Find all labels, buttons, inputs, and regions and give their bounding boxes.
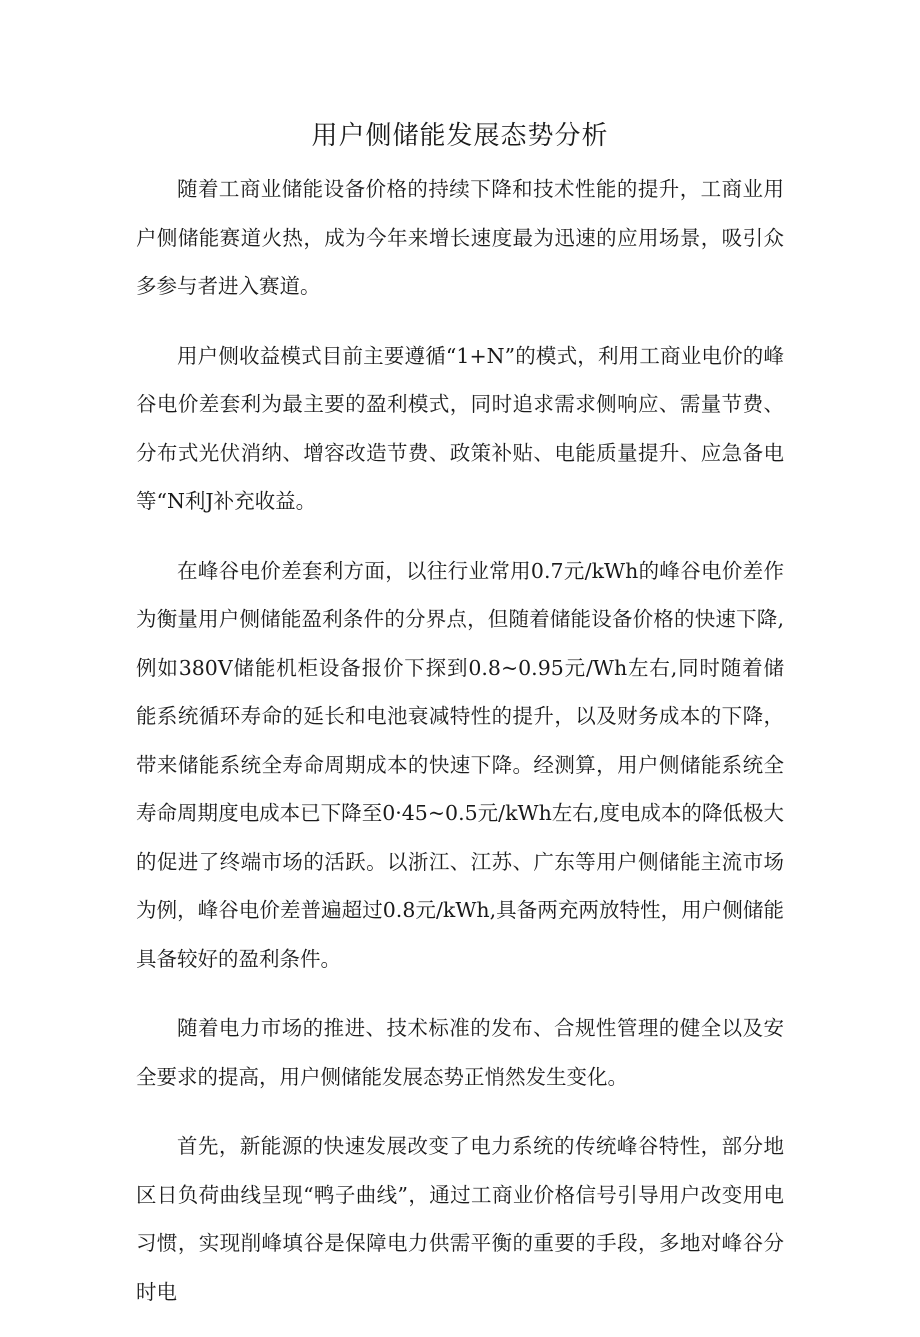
document-body <box>136 165 784 1337</box>
document-title: 用户侧储能发展态势分析 <box>311 121 609 151</box>
paragraph-5: 首先，新能源的快速发展改变了电力系统的传统峰谷特性，部分地区日负荷曲线呈现“鸭子曲线”，通过工商业价格信号引导用户改变用电习惯，实现削峰填谷是保障电力供需平衡的重要的手段，多地对峰谷分时电 <box>136 1134 784 1304</box>
paragraph-3: 在峰谷电价差套利方面，以往行业常用0.7元/kWh的峰谷电价差作为衡量用户侧储能盈利条件的分界点，但随着储能设备价格的快速下降,例如380V储能机柜设备报价下探到0.8~0.95元/Wh左右,同时随着储能系统循环寿命的延长和电池衰减特性的提升，以及财务成本的下降，带来储能系统全寿命周期成本的快速下降。经测算，用户侧储能系统全寿命周期度电成本已下降至0·45~0.5元/kWh左右,度电成本的降低极大的促进了终端市场的活跃。以浙江、江苏、广东等用户侧储能主流市场为例，峰谷电价差普遍超过0.8元/kWh,具备两充两放特性，用户侧储能具备较好的盈利条件。 <box>136 558 784 971</box>
paragraph-4: 随着电力市场的推进、技术标准的发布、合规性管理的健全以及安全要求的提高，用户侧储能发展态势正悄然发生变化。 <box>136 1016 784 1089</box>
paragraph-1: 随着工商业储能设备价格的持续下降和技术性能的提升，工商业用户侧储能赛道火热，成为今年来增长速度最为迅速的应用场景，吸引众多参与者进入赛道。 <box>136 177 784 298</box>
paragraph-2: 用户侧收益模式目前主要遵循“1+N”的模式，利用工商业电价的峰谷电价差套利为最主要的盈利模式，同时追求需求侧响应、需量节费、分布式光伏消纳、增容改造节费、政策补贴、电能质量提升、应急备电等“N利J补充收益。 <box>136 343 784 513</box>
